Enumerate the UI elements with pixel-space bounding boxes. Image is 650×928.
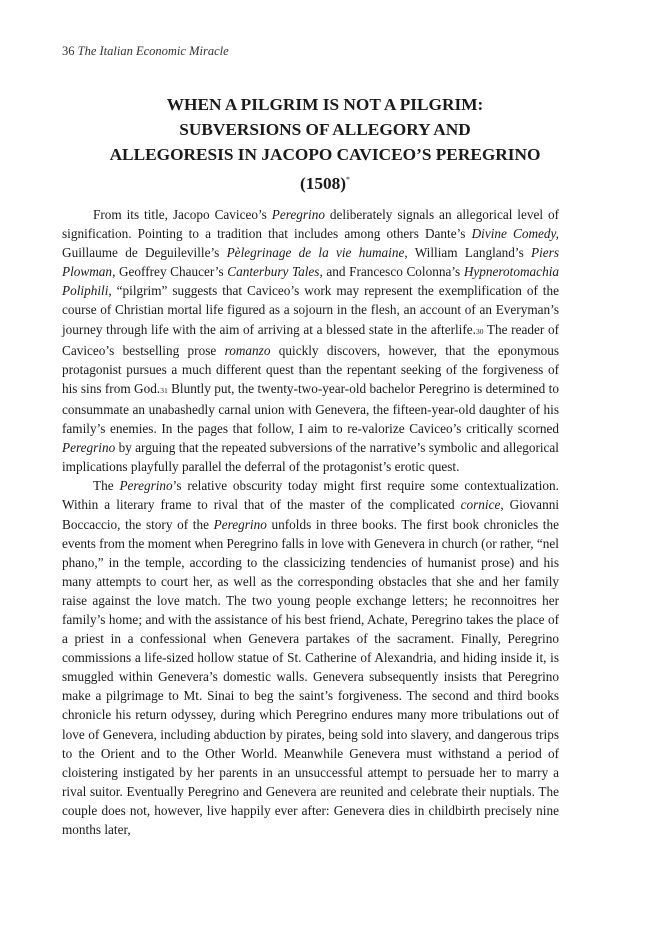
italic-title: Pèlegrinage de la vie humaine [226, 245, 405, 261]
text-run: quickly discovers, however, that the eponymous protagonist pursues a much different quest than the repentant seeking of the forgiveness of his sins from God. [62, 342, 560, 396]
italic-title: Divine Comedy, [471, 226, 559, 242]
text-run: ’s relative obscurity today might first require some contextualization. Within a literary frame to rival that of the master of the complicated [62, 478, 559, 513]
title-year-text: (1508) [299, 173, 347, 193]
text-run: deliberately signals an allegorical level of signification. Pointing to a tradition that includes among others Dante’s [62, 207, 559, 242]
italic-title: Canterbury Tales [227, 264, 320, 280]
title-line-2: SUBVERSIONS OF ALLEGORY AND [179, 120, 471, 139]
footnote-ref[interactable]: 31 [160, 385, 168, 395]
italic-title: Peregrino [213, 516, 267, 532]
text-run: , Geoffrey Chaucer’s [112, 264, 228, 280]
title-line-3: ALLEGORESIS IN JACOPO CAVICEO’S PEREGRINO [109, 145, 541, 164]
running-header [62, 44, 229, 59]
text-run: Bluntly put, the twenty-two-year-old bachelor Peregrino is determined to consummate an unabashedly carnal union with Genevera, the fifteen-year-old daughter of his family’s enemies. In the pages that follow, I aim to re-valorize Caviceo’s critically scorned [62, 380, 559, 437]
paragraph-1 [62, 205, 559, 476]
chapter-title [60, 92, 590, 196]
italic-title: Piers Plowman [62, 245, 559, 280]
text-run: The reader of Caviceo’s bestselling prose [62, 321, 559, 358]
paragraph-2 [62, 476, 559, 839]
text-run: , and Francesco Colonna’s [319, 264, 464, 280]
title-footnote-mark: * [346, 175, 351, 184]
italic-term: romanzo [224, 342, 271, 358]
text-run: , “pilgrim” suggests that Caviceo’s work may represent the exemplification of the course of Christian mortal life figured as a sojourn in the flesh, an account of an Everyman’s journey through life with the aim of arriving at a blessed state in the afterlife. [62, 283, 559, 337]
body-text [62, 205, 559, 839]
text-run: , William Langland’s [404, 245, 532, 261]
footnote-ref[interactable]: 30 [475, 326, 484, 336]
title-line-1: WHEN A PILGRIM IS NOT A PILGRIM: [166, 95, 484, 114]
italic-title: Peregrino [62, 440, 116, 456]
italic-title: Peregrino [271, 207, 325, 222]
title-year [60, 167, 590, 196]
text-run: , Giovanni Boccaccio, the story of the [62, 497, 559, 532]
text-run: unfolds in three books. The first book chronicles the events from the moment when Peregrino falls in love with Genevera in church (or rather, “nel phano,” in the temple, according to the classicizing tendencies of humanist prose) and his many attempts to court her, as well as the corresponding obstacles that she and her family raise against the love match. The two young people exchange letters; he reconnoitres her family’s home; and with the assistance of his best friend, Achate, Peregrino takes the place of a priest in a confessional when Genevera partakes of the sacrament. Finally, Peregrino commissions a life-sized hollow statue of St. Catherine of Alexandria, and hiding inside it, is smuggled within Genevera’s domestic walls. Genevera subsequently insists that Peregrino make a pilgrimage to Mt. Sinai to beg the saint’s forgiveness. The second and third books chronicle his return odyssey, during which Peregrino endures many more tribulations out of love of Genevera, including abduction by pirates, being sold into slavery, and dangerous trips to the Orient and to the Other World. Meanwhile Genevera must withstand a period of cloistering instigated by her parents in an unsuccessful attempt to persuade her to marry a rival suitor. Eventually Peregrino and Genevera are reunited and celebrate their nuptials. The couple does not, however, live happily ever after: Genevera dies in childbirth precisely nine months later, [62, 516, 559, 837]
italic-title: Peregrino [119, 478, 173, 494]
italic-term: cornice [460, 497, 501, 513]
text-run: by arguing that the repeated subversions of the narrative’s symbolic and allegorical implications playfully parallel the deferral of the protagonist’s erotic quest. [62, 440, 559, 475]
text-run: The [93, 478, 120, 494]
running-title: The Italian Economic Miracle [77, 44, 229, 58]
italic-title: Hypnerotomachia Poliphili [62, 264, 559, 299]
text-run: From its title, Jacopo Caviceo’s [93, 207, 272, 222]
page-number: 36 [62, 44, 75, 58]
text-run: Guillaume de Deguileville’s [62, 245, 227, 261]
